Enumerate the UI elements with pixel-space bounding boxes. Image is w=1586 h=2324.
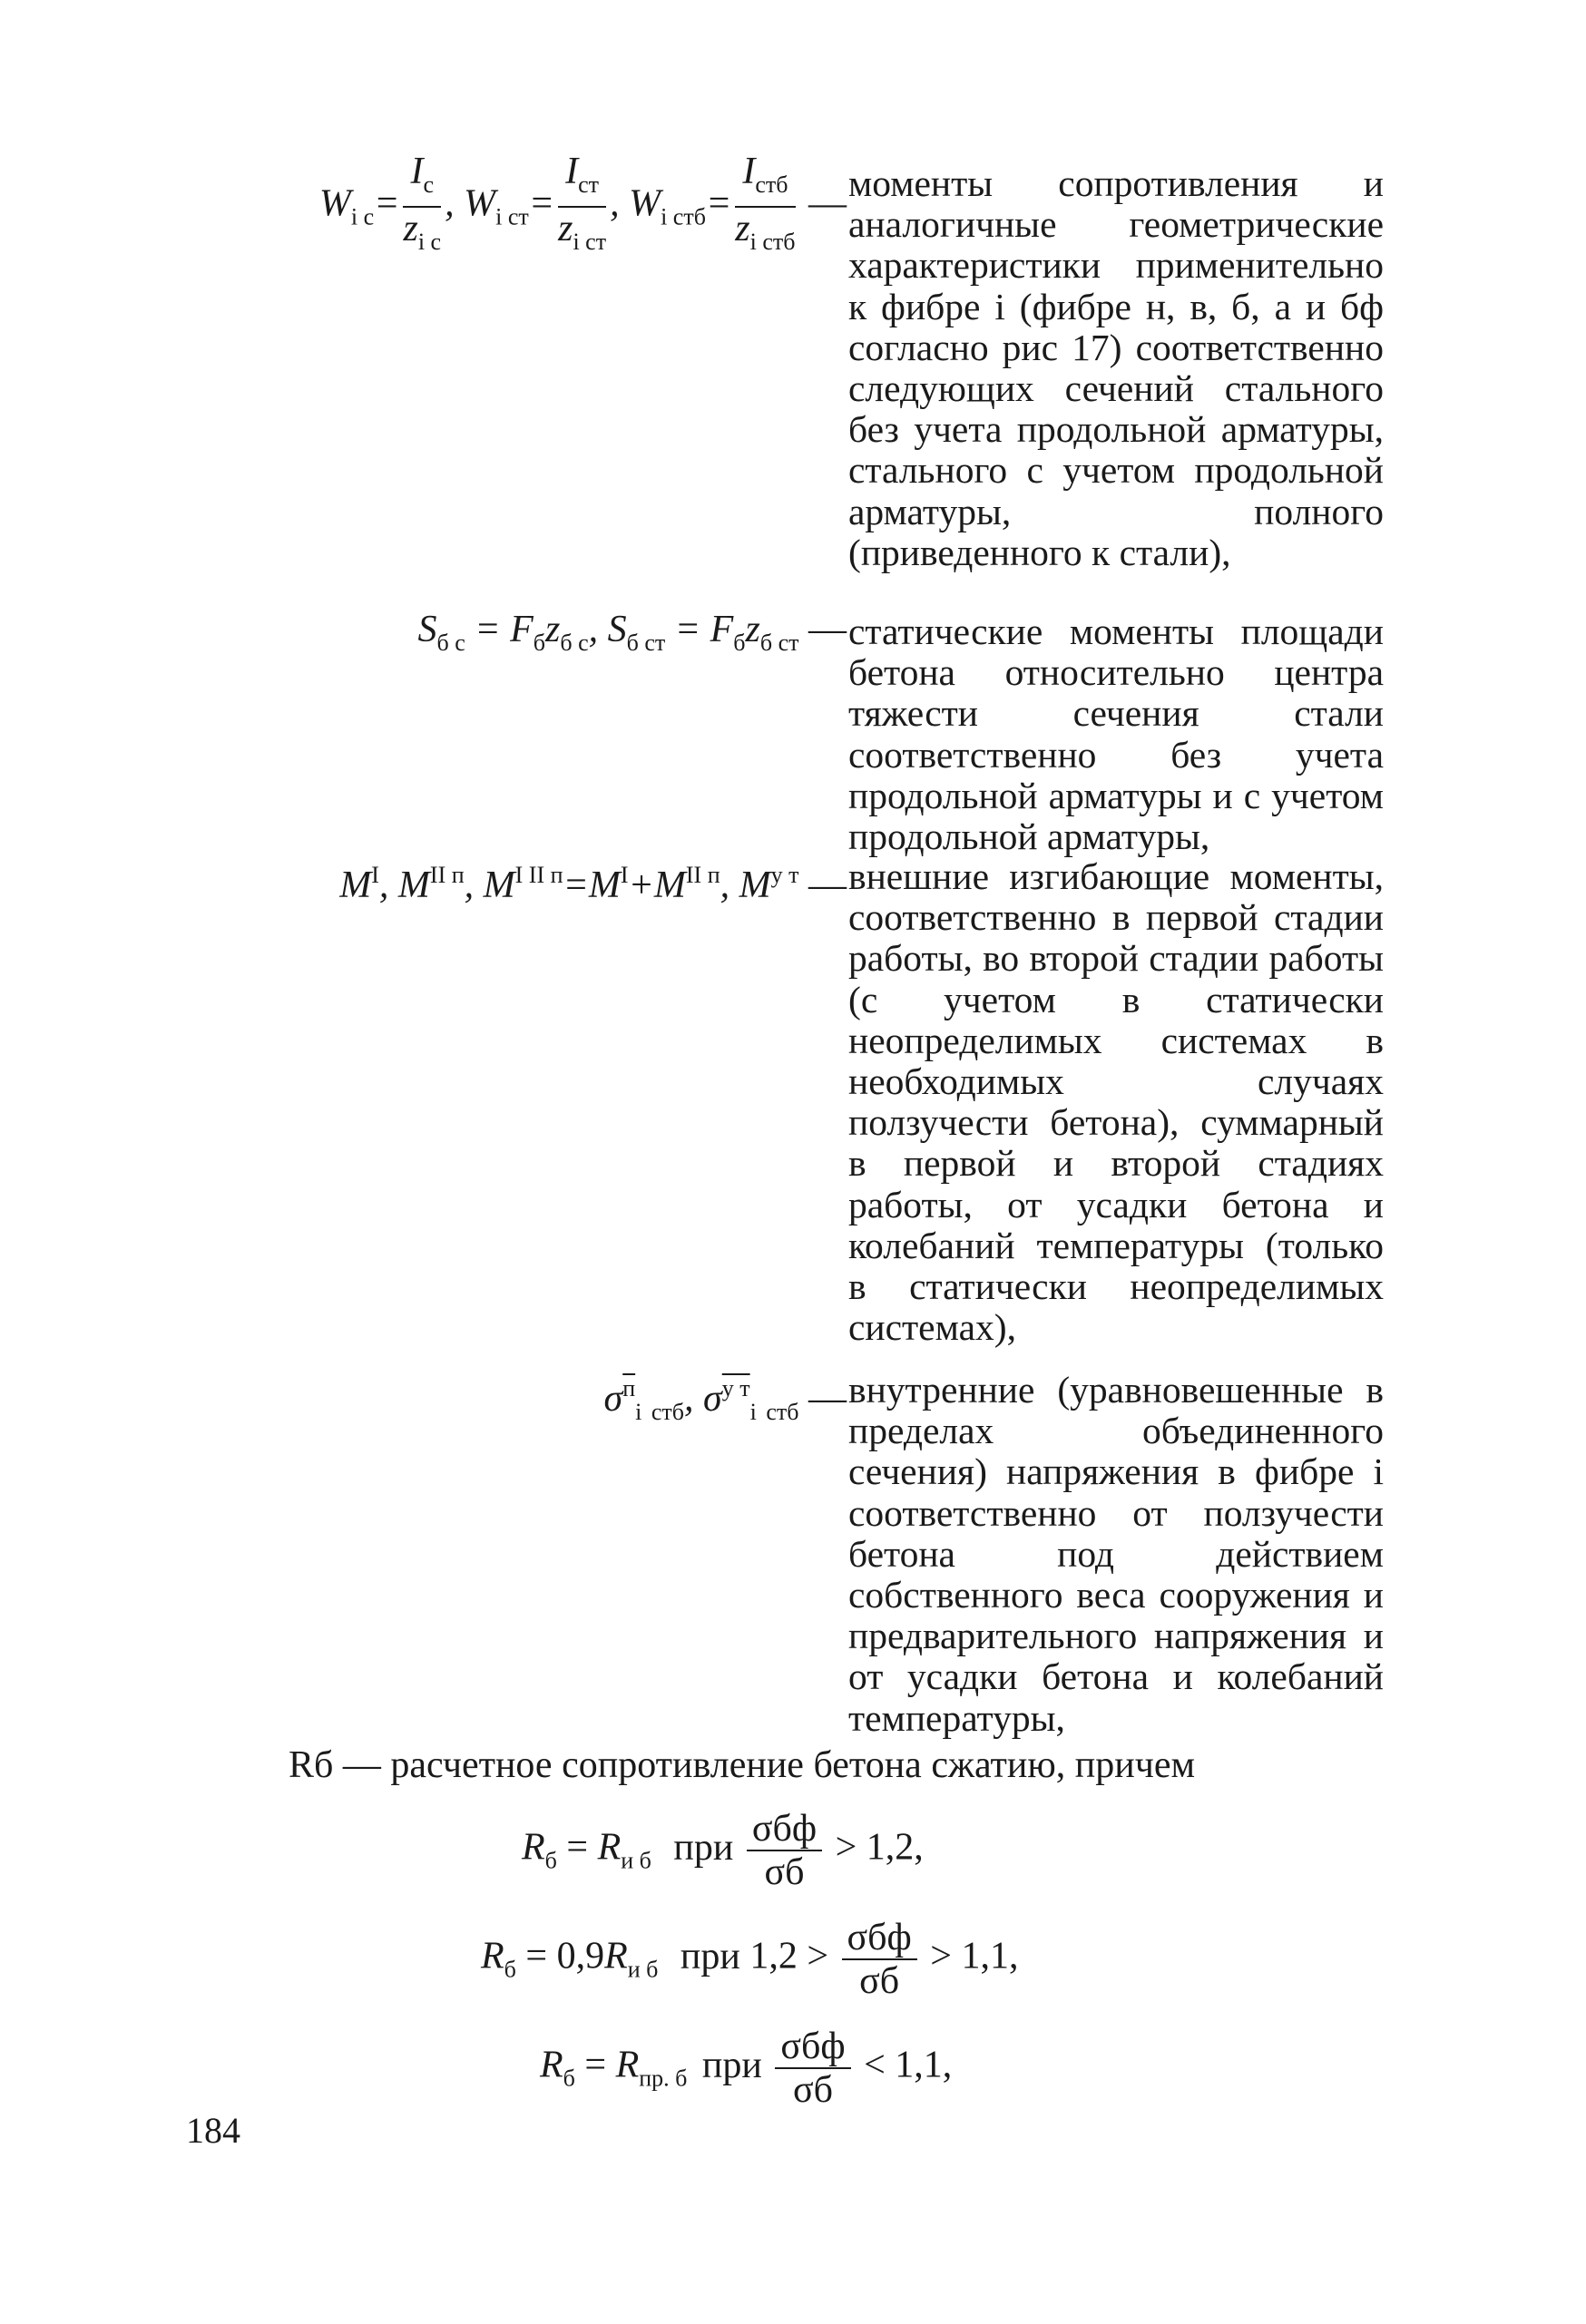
entry-2-term: $S_{б с} = F_бz_{б с}$, $S_{б ст} = F_бz_{б ст}$ —	[417, 609, 847, 656]
formula-3: $R_б = R_{пр. б}$ при $\frac{\text{σбф}}{\sigma б}$ < 1,1,	[540, 2026, 953, 2111]
entry-1-definition: моменты сопротивления и аналогичные геометрические характеристики применительно к фибре i (фибре н, в, б, а и бф согласно рис 17) соответственно следующих сечений стального без учета продольной арматуры, стального с учетом продольной арматуры, полного (приведенного к стали),	[848, 162, 1384, 573]
entry-3-definition: внешние изгибающие моменты, соответственно в первой стадии работы, во второй стадии работы (с учетом в статически неопределимых системах в необходимых случаях ползучести бетона), суммарный в первой и второй стадиях работы, от усадки бетона и колебаний температуры (только в статически неопределимых системах),	[848, 855, 1384, 1349]
rb-definition-line: Rб — расчетное сопротивление бетона сжатию, причем	[289, 1744, 1196, 1786]
entry-3-term: $M^I$, $M^{II п}$, $M^{I II п}=M^I+M^{II п}$, $M^{у т}$ —	[339, 862, 847, 906]
entry-4-definition: внутренние (уравновешенные в пределах объединенного сечения) напряжения в фибре i соответственно от ползучести бетона под действием собственного веса сооружения и предварительного напряжения и от усадки бетона и колебаний температуры,	[848, 1369, 1384, 1739]
entry-1-term: $W_{i c}=$ $\frac{I_c}{z_{i c}}$ , $W_{i ст}=$ $\frac{I_{ст}}{z_{i ст}}$ , $W_{i стб}=$ $\frac{I_{стб}}{z_{i стб}}$ —	[318, 151, 847, 255]
entry-4-term: $\sigma^п_i$ $_{стб}$, $\sigma^{у т}_i$ $_{стб}$ —	[603, 1375, 847, 1425]
page-number: 184	[186, 2110, 240, 2151]
formula-2: $R_б = 0,9R_{и б}$ при 1,2 > $\frac{\text{σбф}}{\sigma б}$ > 1,1,	[481, 1917, 1019, 2002]
entry-2-definition: статические моменты площади бетона относительно центра тяжести сечения стали соответственно без учета продольной арматуры и с учетом продольной арматуры,	[848, 610, 1384, 858]
formula-1: $R_б = R_{и б}$ при $\frac{\text{σбф}}{\sigma б}$ > 1,2,	[522, 1808, 924, 1893]
